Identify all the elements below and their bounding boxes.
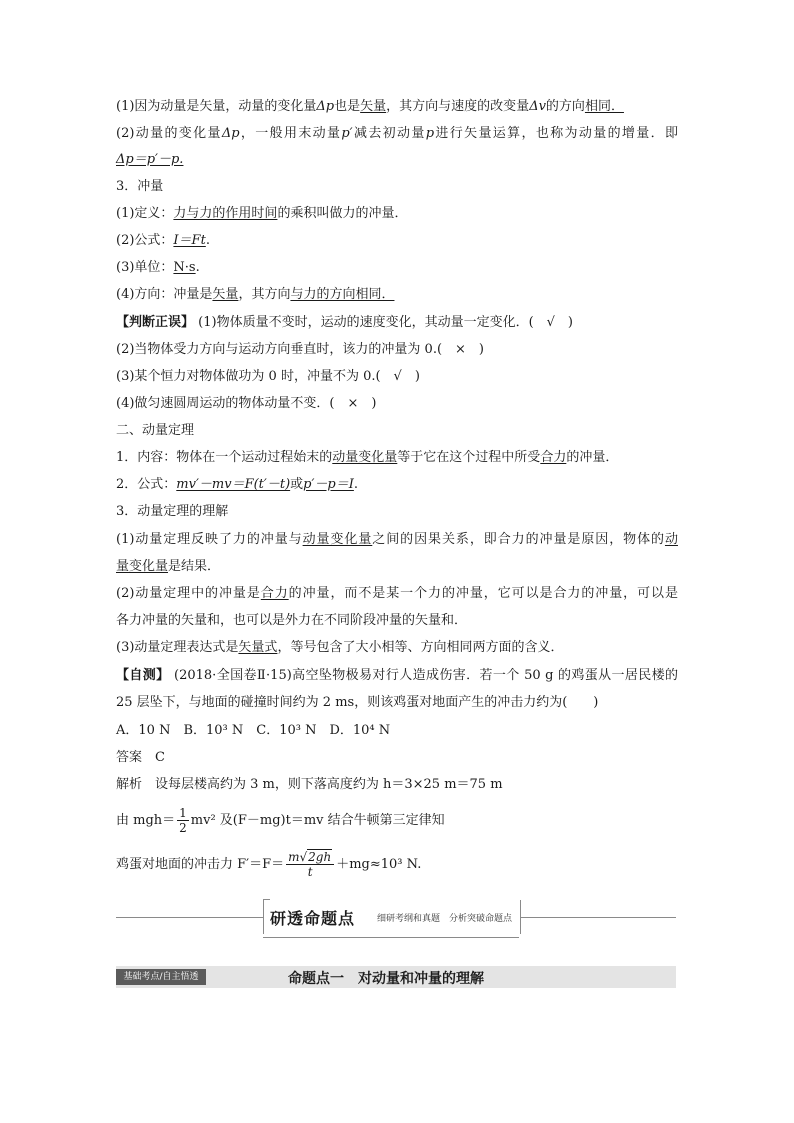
text: 也是 <box>334 99 361 114</box>
denominator: 2 <box>179 821 187 835</box>
text: ＋mg≈10³ N. <box>336 857 422 872</box>
solution-line-2 <box>116 806 445 835</box>
underlined-answer: p′－p＝I <box>303 477 354 492</box>
text: (3)动量定理表达式是 <box>116 640 239 655</box>
judge-item-3: (3)某个恒力对物体做功为 0 时，冲量不为 0.( √ ) <box>116 369 420 384</box>
underlined-answer: 合力 <box>260 586 289 601</box>
text: 或 <box>290 477 304 492</box>
underlined-answer: I＝Ft <box>173 233 206 248</box>
section-tag: 基础考点/自主悟透 <box>116 969 206 985</box>
banner-rule-right <box>519 917 676 918</box>
underlined-answer: 量变化量 <box>116 559 169 574</box>
text: 的冲量，而不是某一个力的冲量，它可以是合力的冲量，可以是 <box>288 586 678 601</box>
final-momentum: p′ <box>341 126 353 141</box>
impulse-heading: 3．冲量 <box>116 179 164 194</box>
text: 进行矢量运算，也称为动量的增量．即 <box>434 126 678 141</box>
denominator: t <box>307 865 313 879</box>
text: (2)动量定理中的冲量是 <box>116 586 261 601</box>
mass: m <box>288 850 300 864</box>
banner-underline <box>263 933 519 938</box>
underlined-answer: 与力的方向相同． <box>290 287 395 302</box>
judge-tag: 【判断正误】 <box>116 315 195 330</box>
banner-title: 研透命题点 <box>270 909 356 928</box>
underlined-answer: 矢量 <box>212 287 239 302</box>
theorem-understanding-1 <box>116 530 678 550</box>
solution-line-3 <box>116 850 421 879</box>
text: 减去初动量 <box>352 126 426 141</box>
underlined-answer: 动量变化量 <box>332 450 398 465</box>
text: (1)因为动量是矢量，动量的变化量 <box>116 99 317 114</box>
initial-momentum: p <box>425 126 435 141</box>
selftest-question-cont: 25 层坠下，与地面的碰撞时间约为 2 ms，则该鸡蛋对地面产生的冲击力约为( ) <box>116 695 599 710</box>
momentum-change-line-2 <box>116 124 678 144</box>
text: (2)动量的变化量 <box>116 126 222 141</box>
delta-p: Δp <box>316 99 335 114</box>
text: ，一般用末动量 <box>239 126 342 141</box>
theorem-formula <box>116 475 358 495</box>
text: mv² 及(F－mg)t＝mv 结合牛顿第三定律知 <box>190 813 445 828</box>
selftest-options: A．10 N B．10³ N C．10³ N D．10⁴ N <box>116 723 391 738</box>
text: . <box>205 233 210 248</box>
momentum-change-formula: Δp＝p′－p. <box>116 152 184 167</box>
text: 1．内容：物体在一个运动过程始末的 <box>116 450 333 465</box>
judge-item-4: (4)做匀速圆周运动的物体动量不变．( × ) <box>116 396 377 411</box>
theorem-understanding-2 <box>116 584 678 604</box>
theorem-understanding-3 <box>116 638 563 658</box>
text: 的冲量． <box>566 450 619 465</box>
text: 2．公式： <box>116 477 177 492</box>
banner-subtitle: 细研考纲和真题 分析突破命题点 <box>377 914 513 924</box>
text: 是结果． <box>168 559 221 574</box>
sqrt-content: 2gh <box>308 850 332 864</box>
underlined-answer: 矢量式 <box>238 640 278 655</box>
text: 的乘积叫做力的冲量． <box>277 206 408 221</box>
numerator: m√2gh <box>286 850 334 865</box>
underlined-answer: 力与力的作用时间 <box>173 206 278 221</box>
theorem-content <box>116 448 618 468</box>
numerator: 1 <box>179 806 187 820</box>
impulse-direction <box>116 285 394 305</box>
solution-line-1: 解析 设每层楼高约为 3 m，则下落高度约为 h＝3×25 m＝75 m <box>116 777 503 792</box>
judge-text: (1)物体质量不变时，运动的速度变化，其动量一定变化．( √ ) <box>198 315 573 330</box>
text: . <box>353 477 359 492</box>
section-title: 命题点一 对动量和冲量的理解 <box>288 971 484 987</box>
text: 高空坠物极易对行人造成伤害．若一个 50 g 的鸡蛋从一居民楼的 <box>291 668 678 683</box>
text: 由 mgh＝ <box>116 813 176 828</box>
text: 的方向 <box>545 99 585 114</box>
text: (4)方向：冲量是 <box>116 287 213 302</box>
impulse-definition <box>116 204 407 224</box>
theorem-understanding-2-cont: 各力冲量的矢量和，也可以是外力在不同阶段冲量的矢量和． <box>116 613 468 628</box>
underlined-answer: 动 <box>664 532 678 547</box>
text: (1)定义： <box>116 206 174 221</box>
banner-rule-left <box>116 917 263 918</box>
momentum-change-line-1 <box>116 97 624 117</box>
theorem-heading: 二、动量定理 <box>116 423 195 438</box>
theorem-understanding-1-cont <box>116 557 220 577</box>
question-source: (2018·全国卷Ⅱ·15) <box>174 668 292 683</box>
momentum-change-line-3 <box>116 150 183 170</box>
underlined-answer: N·s <box>173 260 196 275</box>
fraction-one-half <box>177 806 189 835</box>
text: 等于它在这个过程中所受 <box>397 450 541 465</box>
delta-v: Δv <box>529 99 546 114</box>
text: (3)单位： <box>116 260 174 275</box>
text: . <box>195 260 200 275</box>
delta-p: Δp <box>221 126 240 141</box>
underlined-answer: 动量变化量 <box>302 532 373 547</box>
text: ，等号包含了大小相等、方向相同两方面的含义． <box>277 640 564 655</box>
selftest-tag: 【自测】 <box>116 668 170 683</box>
text: (2)公式： <box>116 233 174 248</box>
underlined-answer: 合力 <box>540 450 567 465</box>
underlined-answer: mv′－mv＝F(t′－t) <box>176 477 291 492</box>
text: ，其方向 <box>238 287 291 302</box>
text: 之间的因果关系，即合力的冲量是原因，物体的 <box>372 532 665 547</box>
text: 鸡蛋对地面的冲击力 F′＝F＝ <box>116 857 285 872</box>
impulse-unit <box>116 258 200 278</box>
text: ，其方向与速度的改变量 <box>386 99 530 114</box>
judge-item-1 <box>116 313 573 333</box>
judge-item-2: (2)当物体受力方向与运动方向垂直时，该力的冲量为 0.( × ) <box>116 342 484 357</box>
selftest-answer: 答案 C <box>116 750 165 765</box>
impulse-formula <box>116 231 210 251</box>
underlined-answer: 矢量 <box>360 99 387 114</box>
selftest-question <box>116 666 678 686</box>
fraction-impact-force <box>286 850 334 879</box>
underlined-answer: 相同． <box>584 99 624 114</box>
text: (1)动量定理反映了力的冲量与 <box>116 532 303 547</box>
theorem-understanding-heading: 3．动量定理的理解 <box>116 504 229 519</box>
